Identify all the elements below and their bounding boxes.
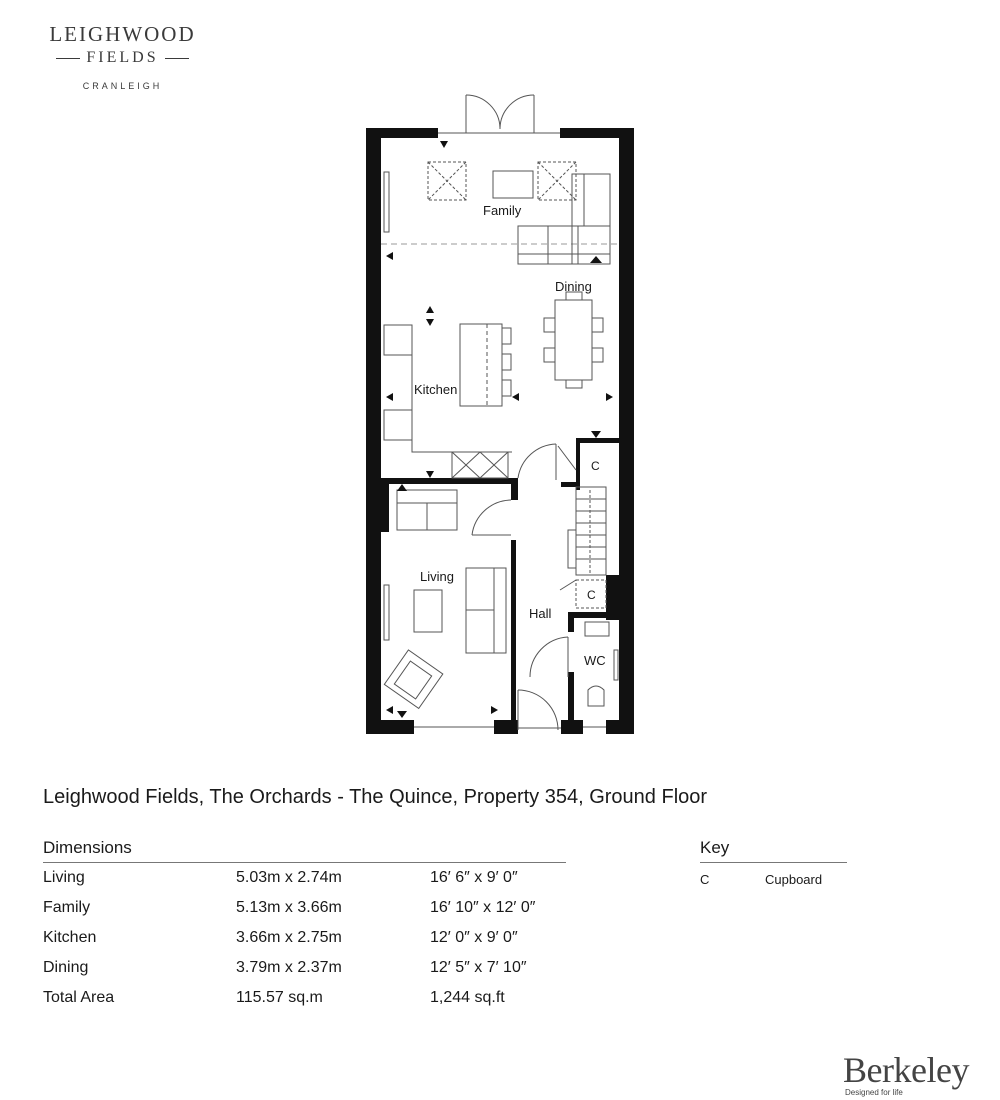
living-sofa-side — [466, 568, 506, 653]
wall-living-top — [381, 478, 518, 484]
wall-top-right — [560, 128, 634, 138]
wall-bottom-mid2 — [561, 720, 583, 734]
dim-imperial: 16′ 6″ x 9′ 0″ — [430, 869, 518, 886]
dim-metric: 5.13m x 3.66m — [236, 899, 342, 916]
dimensions-heading: Dimensions — [43, 838, 566, 863]
wall-living-right — [511, 540, 516, 720]
rear-doors — [438, 95, 560, 133]
dimensions-table — [43, 838, 566, 1013]
front-door — [518, 690, 561, 730]
room-label-hall: Hall — [529, 606, 552, 621]
logo-wordmark-fields: FIELDS — [86, 49, 159, 66]
dim-metric: 5.03m x 2.74m — [236, 869, 342, 886]
rooflights — [428, 162, 576, 200]
wall-top-left — [366, 128, 438, 138]
armchair — [384, 650, 442, 708]
table-row — [43, 983, 566, 1013]
staircase — [568, 487, 606, 575]
room-label-dining: Dining — [555, 279, 592, 294]
table-row — [43, 893, 566, 923]
dim-room: Dining — [43, 959, 89, 976]
key-heading: Key — [700, 838, 847, 863]
table-row — [43, 863, 566, 893]
key-item — [700, 872, 847, 887]
table-row — [43, 953, 566, 983]
window-left-living — [384, 585, 389, 640]
living-sofa-top — [397, 490, 457, 530]
dim-metric: 3.79m x 2.37m — [236, 959, 342, 976]
dim-imperial: 16′ 10″ x 12′ 0″ — [430, 899, 536, 916]
brand-name: Berkeley — [843, 1050, 969, 1090]
table-row — [43, 923, 566, 953]
logo-wordmark-top: LEIGHWOOD — [49, 22, 196, 46]
key-meaning: Cupboard — [765, 872, 823, 887]
living-coffee-table — [414, 590, 442, 632]
living-door — [472, 500, 511, 535]
kitchen-island — [460, 324, 511, 406]
developer-logo — [843, 1050, 969, 1097]
wall-left — [366, 128, 381, 734]
dim-imperial: 1,244 sq.ft — [430, 989, 505, 1006]
wall-cupboard-top — [576, 438, 619, 443]
wall-living-left-stub — [381, 478, 389, 532]
dim-metric: 115.57 sq.m — [236, 989, 323, 1006]
dining-table-set — [544, 292, 603, 388]
wall-wc-left-top — [568, 612, 574, 632]
cupboard-door-upper — [558, 446, 576, 470]
wall-bottom-mid — [494, 720, 518, 734]
room-label-cupboard-upper: C — [591, 459, 600, 473]
dim-imperial: 12′ 5″ x 7′ 10″ — [430, 959, 527, 976]
dim-metric: 3.66m x 2.75m — [236, 929, 342, 946]
wall-living-door-jamb — [511, 478, 518, 500]
wall-right — [619, 128, 634, 734]
wall-bottom-right — [606, 720, 634, 734]
wall-wc-left-bottom — [568, 672, 574, 720]
dim-room: Family — [43, 899, 91, 916]
window-left-family — [384, 172, 389, 232]
room-label-wc: WC — [584, 653, 606, 668]
dim-room: Kitchen — [43, 929, 97, 946]
dim-imperial: 12′ 0″ x 9′ 0″ — [430, 929, 518, 946]
dimension-arrows — [386, 141, 613, 718]
room-label-kitchen: Kitchen — [414, 382, 458, 397]
room-label-cupboard-lower: C — [587, 588, 596, 602]
understair-cupboard — [560, 580, 606, 608]
wall-bottom-left — [366, 720, 414, 734]
room-label-living: Living — [420, 569, 454, 584]
dim-room: Total Area — [43, 989, 115, 1006]
room-label-family: Family — [483, 203, 522, 218]
coffee-table — [493, 171, 533, 198]
kitchen-hall-door — [518, 444, 556, 480]
logo-location: CRANLEIGH — [82, 81, 163, 91]
plan-title: Leighwood Fields, The Orchards - The Quince, Property 354, Ground Floor — [43, 786, 708, 808]
wall-wc-top — [568, 612, 619, 618]
plan-key — [700, 838, 847, 887]
dim-room: Living — [43, 869, 85, 886]
key-code: C — [700, 872, 710, 887]
kitchen-units — [384, 325, 512, 478]
brand-tagline: Designed for life — [845, 1088, 903, 1097]
wall-cupboard-bottom — [561, 482, 580, 487]
